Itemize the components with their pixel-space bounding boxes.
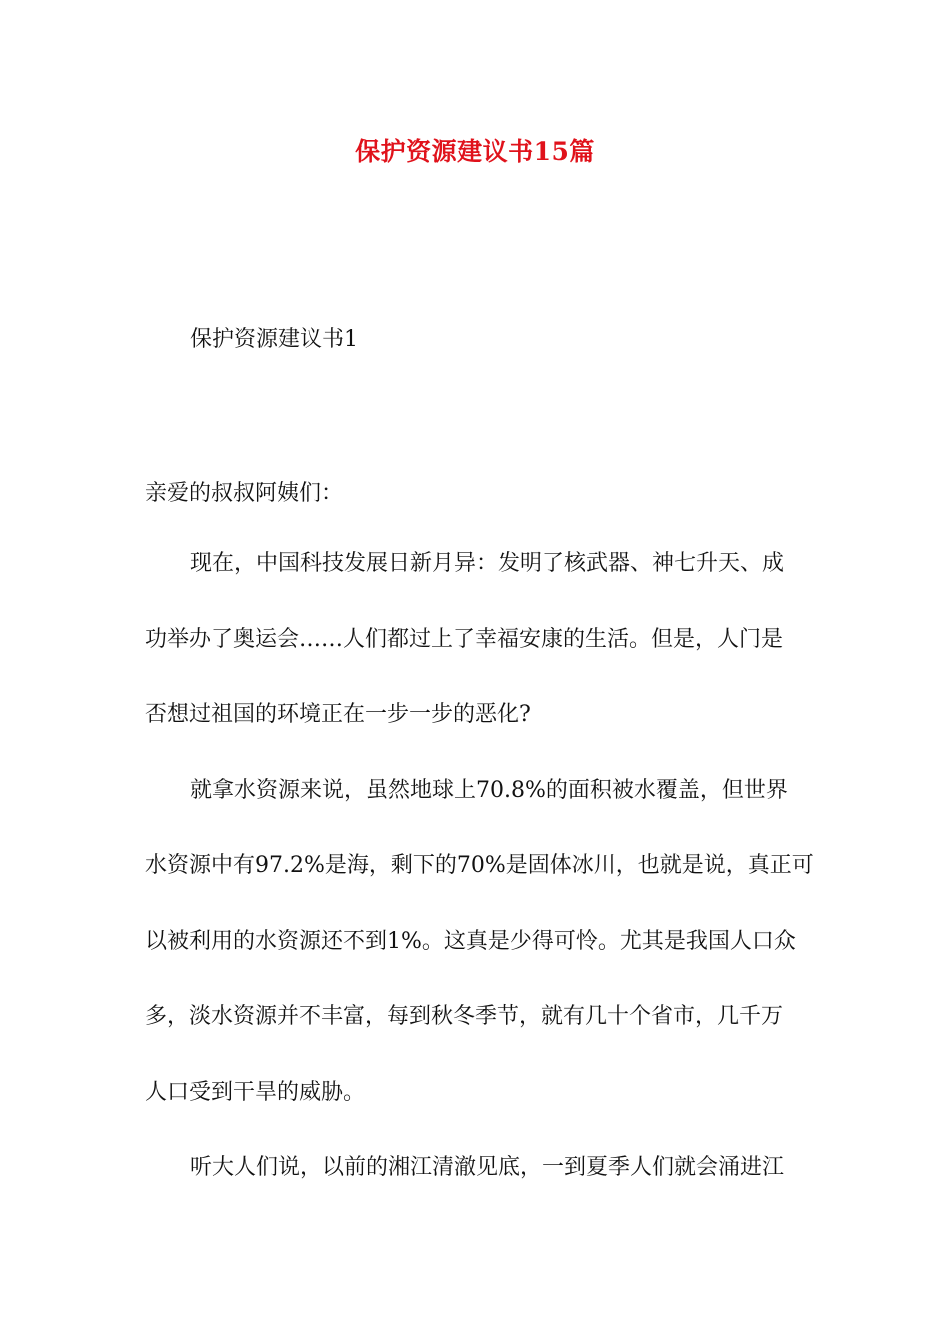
paragraph-line: 水资源中有97.2%是海，剩下的70%是固体冰川，也就是说，真正可	[145, 853, 814, 878]
paragraph-line: 否想过祖国的环境正在一步一步的恶化?	[145, 702, 531, 727]
paragraph-line: 现在，中国科技发展日新月异：发明了核武器、神七升天、成	[190, 551, 785, 576]
paragraph-line: 人口受到干旱的威胁。	[145, 1079, 366, 1105]
paragraph-line: 以被利用的水资源还不到1%。这真是少得可怜。尤其是我国人口众	[145, 928, 796, 954]
paragraph-line: 听大人们说，以前的湘江清澈见底，一到夏季人们就会涌进江	[190, 1155, 785, 1180]
paragraph-line: 多，淡水资源并不丰富，每到秋冬季节，就有几十个省市，几千万	[145, 1004, 784, 1029]
paragraph-line: 功举办了奥运会……人们都过上了幸福安康的生活。但是，人门是	[145, 626, 784, 652]
paragraph-line: 就拿水资源来说，虽然地球上70.8%的面积被水覆盖，但世界	[190, 777, 788, 803]
letter-body	[145, 546, 814, 1226]
salutation: 亲爱的叔叔阿姨们：	[145, 481, 344, 506]
section-heading: 保护资源建议书1	[190, 327, 358, 352]
document-title: 保护资源建议书15篇	[355, 137, 595, 166]
